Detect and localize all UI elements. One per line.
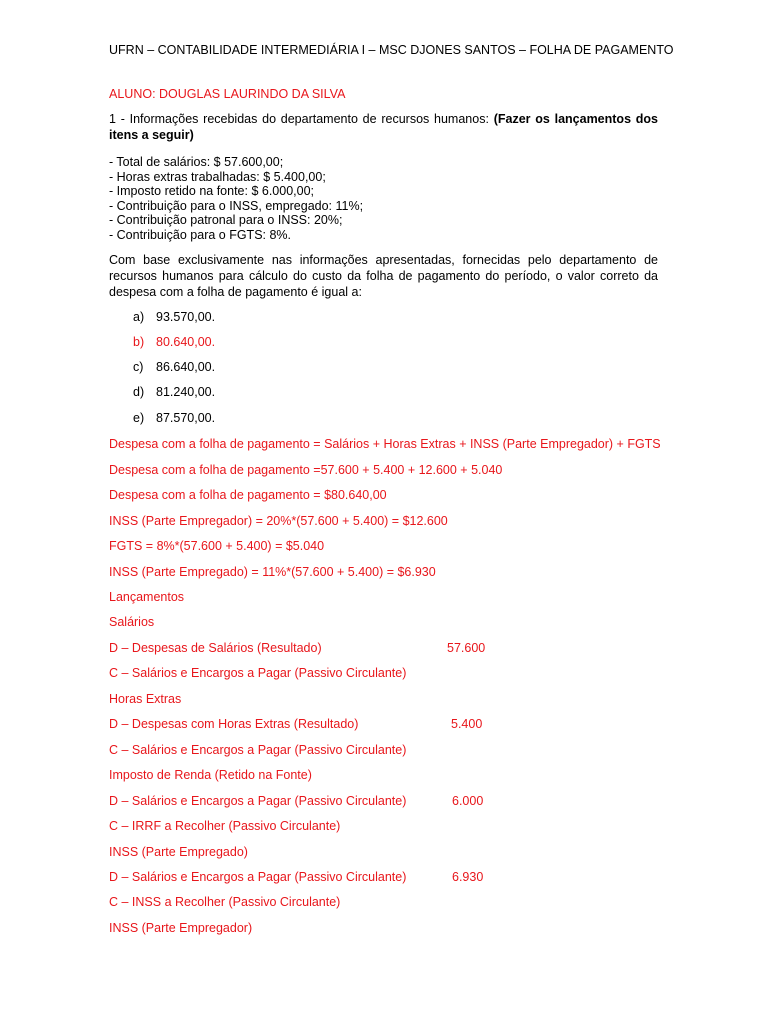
entries-title: Lançamentos bbox=[109, 590, 185, 604]
entry-ir-credit: C – IRRF a Recolher (Passivo Circulante) bbox=[109, 819, 341, 833]
item-inss-employee: - Contribuição para o INSS, empregado: 11%; bbox=[109, 198, 364, 213]
entry-horas-amount: 5.400 bbox=[451, 717, 483, 731]
entry-horas-title: Horas Extras bbox=[109, 692, 182, 706]
option-value: 86.640,00. bbox=[156, 360, 216, 374]
question-paragraph: Com base exclusivamente nas informações apresentadas, fornecidas pelo departamento de recursos humanos para cálculo do custo da folha de pagamento do período, o valor correto da despesa com a folha de pagamento é igual a: bbox=[109, 253, 658, 299]
entry-inss-employer-title: INSS (Parte Empregador) bbox=[109, 921, 253, 935]
entry-horas-debit: D – Despesas com Horas Extras (Resultado) bbox=[109, 717, 359, 731]
option-value: 87.570,00. bbox=[156, 411, 216, 425]
entry-inss-employee-amount: 6.930 bbox=[452, 870, 484, 884]
inss-employee-calc: INSS (Parte Empregado) = 11%*(57.600 + 5.400) = $6.930 bbox=[109, 565, 436, 579]
entry-salarios-debit: D – Despesas de Salários (Resultado) bbox=[109, 641, 322, 655]
entry-inss-employee-title: INSS (Parte Empregado) bbox=[109, 845, 248, 859]
formula-substitution: Despesa com a folha de pagamento =57.600 + 5.400 + 12.600 + 5.040 bbox=[109, 463, 503, 477]
entry-inss-employee-credit: C – INSS a Recolher (Passivo Circulante) bbox=[109, 895, 341, 909]
inss-employer-calc: INSS (Parte Empregador) = 20%*(57.600 + 5.400) = $12.600 bbox=[109, 514, 448, 528]
entry-salarios-amount: 57.600 bbox=[447, 641, 486, 655]
entry-ir-title: Imposto de Renda (Retido na Fonte) bbox=[109, 768, 312, 782]
entry-inss-employee-debit: D – Salários e Encargos a Pagar (Passivo Circulante) bbox=[109, 870, 407, 884]
option-b-correct bbox=[133, 334, 215, 350]
question-intro bbox=[109, 111, 658, 143]
entry-horas-credit: C – Salários e Encargos a Pagar (Passivo Circulante) bbox=[109, 743, 407, 757]
entry-salarios-credit: C – Salários e Encargos a Pagar (Passivo Circulante) bbox=[109, 666, 407, 680]
question-items bbox=[109, 155, 363, 242]
option-value: 80.640,00. bbox=[156, 335, 216, 349]
entry-salarios-title: Salários bbox=[109, 615, 155, 629]
document-header: UFRN – CONTABILIDADE INTERMEDIÁRIA I – MSC DJONES SANTOS – FOLHA DE PAGAMENTO bbox=[109, 43, 674, 57]
question-intro-text: 1 - Informações recebidas do departamento de recursos humanos: bbox=[109, 112, 494, 126]
formula-definition: Despesa com a folha de pagamento = Salários + Horas Extras + INSS (Parte Empregador) + FGTS bbox=[109, 437, 661, 451]
option-c bbox=[133, 359, 215, 375]
item-overtime: - Horas extras trabalhadas: $ 5.400,00; bbox=[109, 169, 326, 184]
option-e bbox=[133, 410, 215, 426]
option-letter: d) bbox=[133, 385, 145, 399]
question-instruction: (Fazer os lançamentos dos itens a seguir) bbox=[109, 112, 659, 142]
entry-ir-debit: D – Salários e Encargos a Pagar (Passivo Circulante) bbox=[109, 794, 407, 808]
option-d bbox=[133, 384, 215, 400]
fgts-calc: FGTS = 8%*(57.600 + 5.400) = $5.040 bbox=[109, 539, 325, 553]
item-salaries: - Total de salários: $ 57.600,00; bbox=[109, 155, 284, 169]
entry-ir-amount: 6.000 bbox=[452, 794, 484, 808]
option-letter: b) bbox=[133, 335, 145, 349]
option-a bbox=[133, 309, 215, 325]
option-letter: e) bbox=[133, 411, 145, 425]
item-inss-employer: - Contribuição patronal para o INSS: 20%; bbox=[109, 213, 343, 227]
student-name: ALUNO: DOUGLAS LAURINDO DA SILVA bbox=[109, 87, 346, 101]
option-value: 93.570,00. bbox=[156, 310, 216, 324]
option-value: 81.240,00. bbox=[156, 385, 216, 399]
option-letter: c) bbox=[133, 360, 144, 374]
item-withheld-tax: - Imposto retido na fonte: $ 6.000,00; bbox=[109, 184, 314, 198]
item-fgts: - Contribuição para o FGTS: 8%. bbox=[109, 227, 292, 242]
option-letter: a) bbox=[133, 310, 145, 324]
formula-result: Despesa com a folha de pagamento = $80.640,00 bbox=[109, 488, 387, 502]
